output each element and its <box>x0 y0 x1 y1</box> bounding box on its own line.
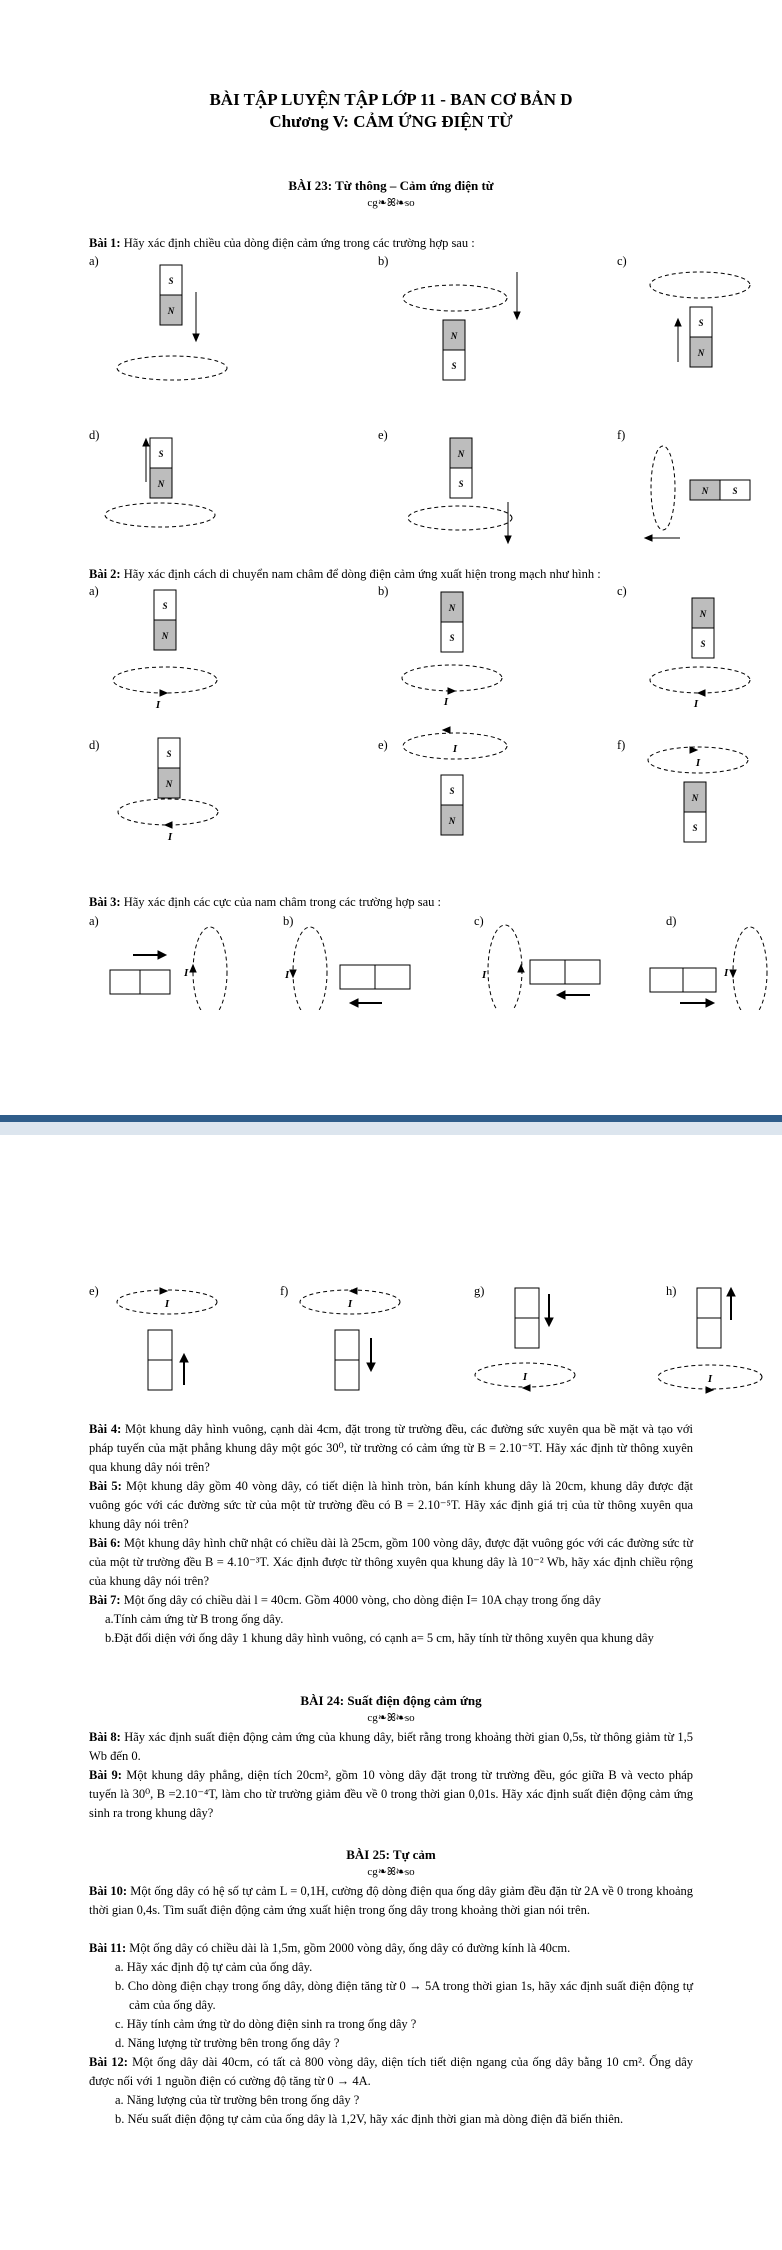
question-3: Bài 3: Hãy xác định các cực của nam châm trong các trường hợp sau : <box>89 895 442 909</box>
svg-text:N: N <box>697 348 705 358</box>
question-5: Bài 5: Một khung dây gồm 40 vòng dây, có tiết diện là hình tròn, bán kính khung dây là 20cm, khung dây được đặt vuông góc với các đường sức từ của một từ trường đều có B = 2.10⁻⁵T. Hãy xác định giá trị của từ thông xuyên qua khung dây nói trên? <box>89 1479 693 1531</box>
svg-text:I: I <box>707 1373 713 1385</box>
section-ornament-25: cg❧ꕤ❧so <box>367 1866 415 1878</box>
chapter-title: Chương V: CẢM ỨNG ĐIỆN TỪ <box>269 112 513 131</box>
fig3-label-f: f) <box>280 1284 289 1298</box>
section-title-23: BÀI 23: Từ thông – Cảm ứng điện từ <box>288 178 494 193</box>
question-12b: b. Nếu suất điện động tự cảm của ống dây là 1,2V, hãy xác định thời gian mà dòng điện đã biến thiên. <box>115 2112 624 2126</box>
svg-text:N: N <box>457 449 465 459</box>
svg-text:I: I <box>695 757 701 769</box>
svg-text:N: N <box>167 306 175 316</box>
svg-text:I: I <box>452 743 458 755</box>
svg-text:I: I <box>522 1371 528 1383</box>
svg-text:S: S <box>162 601 168 611</box>
fig2-label-e: e) <box>378 738 388 752</box>
svg-text:N: N <box>699 609 707 619</box>
section-ornament: cg❧ꕤ❧so <box>367 197 415 209</box>
section-ornament-24: cg❧ꕤ❧so <box>367 1712 415 1724</box>
fig2-label-f: f) <box>617 738 626 752</box>
fig3-label-g: g) <box>474 1284 485 1298</box>
fig3-label-b: b) <box>283 914 294 928</box>
fig2-label-b: b) <box>378 584 389 598</box>
svg-text:N: N <box>161 631 169 641</box>
svg-text:S: S <box>458 479 464 489</box>
fig3-label-c: c) <box>474 914 484 928</box>
svg-text:N: N <box>450 331 458 341</box>
question-2: Bài 2: Hãy xác định cách di chuyển nam châm để dòng điện cảm ứng xuất hiện trong mạch như hình : <box>89 567 601 581</box>
fig3-label-a: a) <box>89 914 99 928</box>
fig3-label-h: h) <box>666 1284 677 1298</box>
svg-text:S: S <box>166 749 172 759</box>
svg-text:N: N <box>691 793 699 803</box>
document-page-2 <box>0 1135 782 2250</box>
fig-label-f: f) <box>617 428 626 442</box>
svg-text:I: I <box>443 696 449 708</box>
document-title: BÀI TẬP LUYỆN TẬP LỚP 11 - BAN CƠ BẢN D <box>209 90 573 109</box>
bai3-figures-bottom <box>0 1280 782 1410</box>
fig2-label-d: d) <box>89 738 100 752</box>
svg-text:I: I <box>155 699 161 711</box>
svg-text:S: S <box>451 361 457 371</box>
svg-text:I: I <box>347 1298 353 1310</box>
document-page-1 <box>0 0 782 1115</box>
question-7b: b.Đặt đối diện với ống dây 1 khung dây hình vuông, có cạnh a= 5 cm, hãy tính từ thông xuyên qua khung dây <box>105 1631 654 1645</box>
svg-text:S: S <box>692 823 698 833</box>
section-title-25: BÀI 25: Tự cảm <box>346 1847 436 1862</box>
question-11: Bài 11: Một ống dây có chiều dài là 1,5m, gồm 2000 vòng dây, ống dây có đường kính là 40cm. <box>89 1941 571 1955</box>
question-12: Bài 12: Một ống dây dài 40cm, có tất cả 800 vòng dây, diện tích tiết diện ngang của ống dây bằng 10 cm². Ống dây được nối với 1 nguồn điện có cường độ tăng từ 0 → 4A. <box>89 2055 694 2088</box>
svg-text:I: I <box>285 969 290 981</box>
svg-text:I: I <box>167 831 173 843</box>
question-10: Bài 10: Một ống dây có hệ số tự cảm L = 0,1H, cường độ dòng điện qua ống dây giảm đều đặn từ 2A về 0 trong khoảng thời gian 0,4s. Tìm suất điện động cảm ứng xuất hiện trong ống dây trong khoảng thời gian nói trên. <box>89 1884 693 1917</box>
fig-label-a: a) <box>89 254 99 268</box>
svg-text:S: S <box>732 486 738 496</box>
fig-label-b: b) <box>378 254 389 268</box>
svg-text:S: S <box>449 633 455 643</box>
svg-text:N: N <box>448 603 456 613</box>
svg-text:N: N <box>701 486 709 496</box>
fig-label-e: e) <box>378 428 388 442</box>
question-9: Bài 9: Một khung dây phẳng, diện tích 20cm², gồm 10 vòng dây đặt trong từ trường đều, góc giữa B và vecto pháp tuyến là 30⁰, B =2.10⁻⁴T, làm cho từ trường giảm đều về 0 trong thời gian 0,01s. Hãy xác định suất điện động cảm ứng sinh ra trong khung dây? <box>89 1768 693 1820</box>
svg-text:I: I <box>482 969 487 981</box>
question-11c: c. Hãy tính cảm ứng từ do dòng điện sinh ra trong ống dây ? <box>115 2017 417 2031</box>
question-7a: a.Tính cảm ứng từ B trong ống dây. <box>105 1612 284 1626</box>
fig-label-d: d) <box>89 428 100 442</box>
question-4: Bài 4: Một khung dây hình vuông, cạnh dài 4cm, đặt trong từ trường đều, các đường sức xuyên qua bề mặt và tạo với pháp tuyến của mặt phẳng khung dây một góc 30⁰, từ trường có cảm ứng từ B = 2.10⁻⁵T. Hãy xác định từ thông xuyên qua khung dây nói trên? <box>89 1422 693 1474</box>
section-title-24: BÀI 24: Suất điện động cảm ứng <box>300 1693 482 1708</box>
svg-text:S: S <box>168 276 174 286</box>
svg-text:I: I <box>693 698 699 710</box>
svg-text:I: I <box>184 967 189 979</box>
question-6: Bài 6: Một khung dây hình chữ nhật có chiều dài là 25cm, gồm 100 vòng dây, được đặt vuông góc với các đường sức từ của một từ trường đều B = 4.10⁻³T. Xác định được từ thông xuyên qua khung dây là 10⁻² Wb, hãy xác định chiều rộng của khung dây nói trên? <box>89 1536 693 1588</box>
svg-text:S: S <box>449 786 455 796</box>
question-1: Bài 1: Hãy xác định chiều của dòng điện cảm ứng trong các trường hợp sau : <box>89 236 475 250</box>
bai1-figures <box>0 250 782 570</box>
page-separator <box>0 1115 782 1135</box>
question-11d: d. Năng lượng từ trường bên trong ống dây ? <box>115 2036 340 2050</box>
question-8: Bài 8: Hãy xác định suất điện động cảm ứng của khung dây, biết rằng trong khoảng thời gian 0,5s, từ thông giảm từ 1,5 Wb đến 0. <box>89 1730 693 1763</box>
question-12a: a. Năng lượng của từ trường bên trong ống dây ? <box>115 2093 360 2107</box>
fig-label-c: c) <box>617 254 627 268</box>
fig2-label-c: c) <box>617 584 627 598</box>
fig3-label-d: d) <box>666 914 677 928</box>
svg-text:S: S <box>700 639 706 649</box>
fig2-label-a: a) <box>89 584 99 598</box>
svg-text:N: N <box>165 779 173 789</box>
fig3-label-e: e) <box>89 1284 99 1298</box>
question-11a: a. Hãy xác định độ tự cảm của ống dây. <box>115 1960 313 1974</box>
bai3-figures-top <box>0 910 782 1010</box>
svg-text:N: N <box>157 479 165 489</box>
bai2-figures <box>0 580 782 850</box>
svg-text:S: S <box>698 318 704 328</box>
svg-text:N: N <box>448 816 456 826</box>
question-11b: b. Cho dòng điện chạy trong ống dây, dòng điện tăng từ 0 → 5A trong thời gian 1s, hãy xác định suất điện động tự cảm của ống dây. <box>115 1979 693 2012</box>
svg-text:I: I <box>164 1298 170 1310</box>
svg-text:S: S <box>158 449 164 459</box>
question-7: Bài 7: Một ống dây có chiều dài l = 40cm. Gồm 4000 vòng, cho dòng điện I= 10A chạy trong ống dây <box>89 1593 601 1607</box>
svg-text:I: I <box>724 967 729 979</box>
